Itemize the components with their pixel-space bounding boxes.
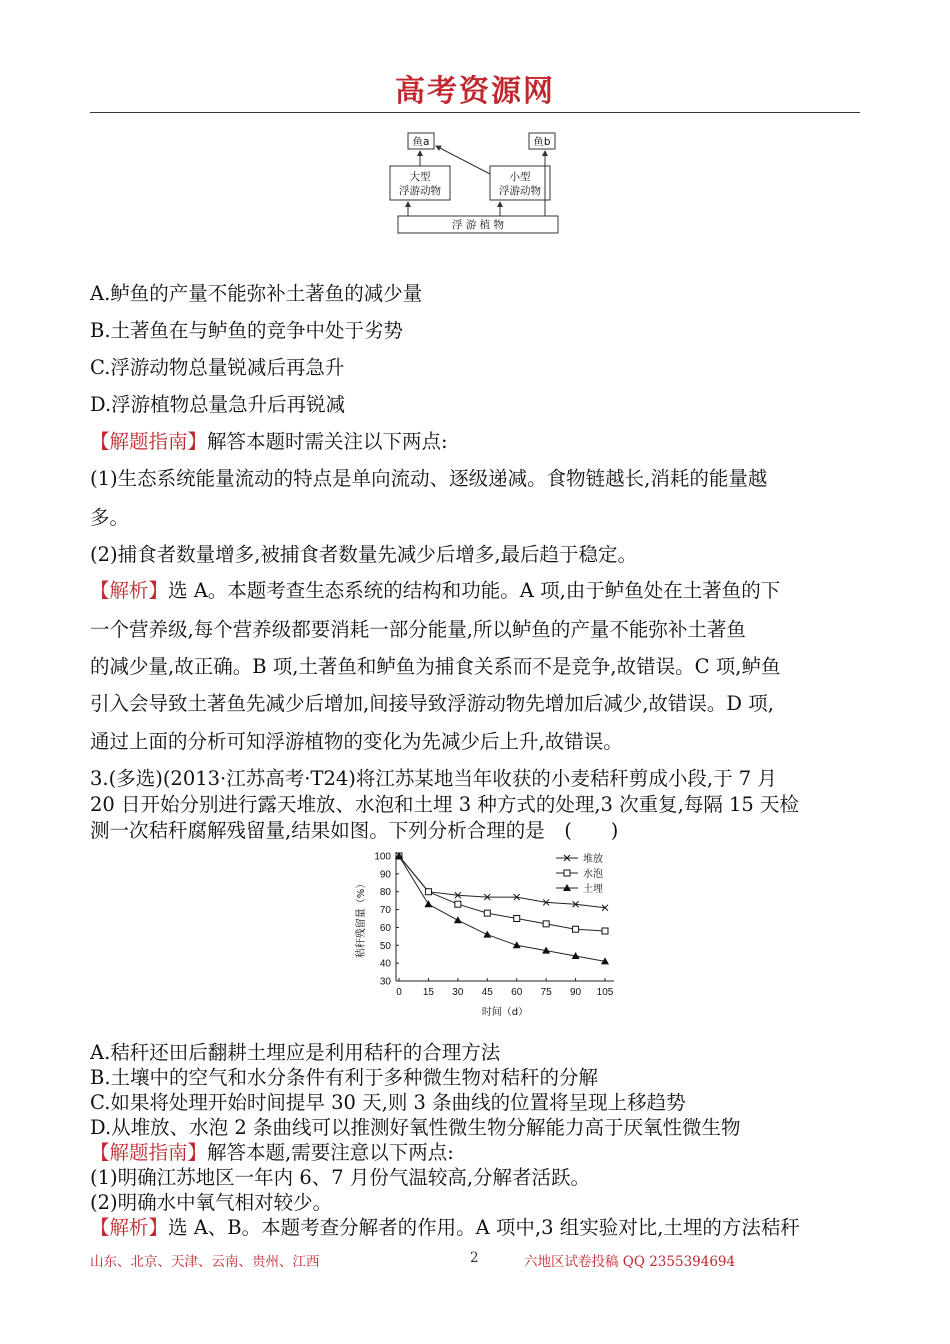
q2-option-b: B.土著鱼在与鲈鱼的竞争中处于劣势	[90, 319, 404, 342]
y-tick-label: 40	[379, 958, 391, 970]
q3-analysis: 【解析】选 A、B。本题考查分解者的作用。A 项中,3 组实验对比,土埋的方法秸秆	[90, 1216, 800, 1239]
data-point	[454, 916, 462, 923]
series-line-2	[399, 856, 605, 961]
data-point	[543, 921, 549, 927]
y-tick-label: 80	[379, 887, 391, 899]
q2-option-d: D.浮游植物总量急升后再锐减	[90, 393, 346, 416]
food-web-diagram	[380, 128, 570, 238]
large-zoo-label-1: 大型	[409, 171, 431, 183]
data-point	[514, 916, 520, 922]
y-tick-label: 60	[379, 922, 391, 934]
y-tick-label: 30	[379, 976, 391, 988]
q2-analysis-line-3: 的减少量,故正确。B 项,土著鱼和鲈鱼为捕食关系而不是竞争,故错误。C 项,鲈鱼	[90, 655, 781, 678]
guide-text: 解答本题时需关注以下两点:	[207, 430, 448, 453]
data-point	[484, 910, 490, 916]
x-tick-label: 0	[396, 987, 402, 998]
data-point	[573, 926, 579, 932]
guide-tag: 【解题指南】	[90, 1141, 208, 1164]
x-tick-label: 15	[422, 987, 434, 998]
x-tick-label: 60	[511, 987, 523, 998]
q3-stem-line-1: 3.(多选)(2013·江苏高考·T24)将江苏某地当年收获的小麦秸秆剪成小段,于 7 月	[90, 767, 777, 790]
q2-guide-2: (2)捕食者数量增多,被捕食者数量先减少后增多,最后趋于稳定。	[90, 543, 638, 566]
x-axis-label: 时间（d）	[481, 1007, 529, 1018]
q2-guide-1a: (1)生态系统能量流动的特点是单向流动、逐级递减。食物链越长,消耗的能量越	[90, 467, 768, 490]
x-tick-label: 90	[570, 987, 582, 998]
fish-a-label: 鱼a	[412, 136, 430, 148]
data-point	[483, 931, 491, 938]
y-tick-label: 90	[379, 869, 391, 881]
y-tick-label: 70	[379, 905, 391, 917]
site-logo: 高考资源网	[395, 74, 555, 109]
fish-b-label: 鱼b	[533, 136, 551, 148]
q2-analysis-line-2: 一个营养级,每个营养级都要消耗一部分能量,所以鲈鱼的产量不能弥补土著鱼	[90, 618, 746, 641]
q2-analysis-line-5: 通过上面的分析可知浮游植物的变化为先减少后上升,故错误。	[90, 730, 623, 753]
y-tick-label: 100	[374, 851, 391, 863]
page-number: 2	[470, 1250, 479, 1266]
q2-guide-1b: 多。	[90, 506, 130, 529]
q3-option-b: B.土壤中的空气和水分条件有利于多种微生物对秸秆的分解	[90, 1066, 599, 1089]
legend-label: 堆放	[583, 854, 603, 865]
q3-guide-1: (1)明确江苏地区一年内 6、7 月份气温较高,分解者活跃。	[90, 1166, 591, 1189]
legend-label: 水泡	[583, 869, 603, 880]
x-tick-label: 30	[452, 987, 464, 998]
y-axis-label: 秸秆残留量（%）	[356, 878, 367, 959]
q2-guide	[90, 429, 860, 455]
straw-residue-chart	[344, 846, 624, 1026]
large-zoo-label-2: 浮游动物	[399, 185, 441, 197]
data-point	[424, 900, 432, 907]
y-tick-label: 50	[379, 940, 391, 952]
data-point	[455, 901, 461, 907]
legend-label: 土埋	[583, 884, 603, 895]
footer-regions: 山东、北京、天津、云南、贵州、江西	[90, 1254, 320, 1270]
q3-guide-2: (2)明确水中氧气相对较少。	[90, 1191, 333, 1214]
guide-tag: 【解题指南】	[90, 430, 208, 453]
q3-stem-line-3: 测一次秸秆腐解残留量,结果如图。下列分析合理的是 ( )	[90, 819, 619, 842]
q3-stem-line-2: 20 日开始分别进行露天堆放、水泡和土埋 3 种方式的处理,3 次重复,每隔 15 天检	[90, 793, 800, 816]
small-zoo-label-2: 浮游动物	[499, 185, 541, 197]
data-point	[602, 928, 608, 934]
header-divider	[90, 112, 860, 113]
x-tick-label: 45	[481, 987, 493, 998]
small-zoo-label-1: 小型	[509, 171, 531, 183]
q3-option-a: A.秸秆还田后翻耕土埋应是利用秸秆的合理方法	[90, 1041, 501, 1064]
q2-analysis-line-1: 【解析】选 A。本题考查生态系统的结构和功能。A 项,由于鲈鱼处在土著鱼的下	[90, 579, 781, 602]
legend-marker	[564, 870, 570, 876]
footer-contact: 六地区试卷投稿 QQ 2355394694	[524, 1254, 736, 1270]
data-point	[425, 889, 431, 895]
phyto-label: 浮 游 植 物	[451, 219, 505, 231]
q2-analysis-line-4: 引入会导致土著鱼先减少后增加,间接导致浮游动物先增加后减少,故错误。D 项,	[90, 692, 774, 715]
series-line-0	[399, 856, 605, 908]
q3-guide	[90, 1140, 860, 1166]
x-tick-label: 105	[596, 987, 614, 998]
guide-text: 解答本题,需要注意以下两点:	[207, 1141, 454, 1164]
analysis-tag: 【解析】	[90, 1216, 169, 1239]
q2-option-c: C.浮游动物总量锐减后再急升	[90, 356, 345, 379]
q3-option-d: D.从堆放、水泡 2 条曲线可以推测好氧性微生物分解能力高于厌氧性微生物	[90, 1116, 741, 1139]
x-tick-label: 75	[540, 987, 552, 998]
analysis-tag: 【解析】	[90, 579, 169, 602]
q3-option-c: C.如果将处理开始时间提早 30 天,则 3 条曲线的位置将呈现上移趋势	[90, 1091, 686, 1114]
q2-option-a: A.鲈鱼的产量不能弥补土著鱼的减少量	[90, 282, 423, 305]
